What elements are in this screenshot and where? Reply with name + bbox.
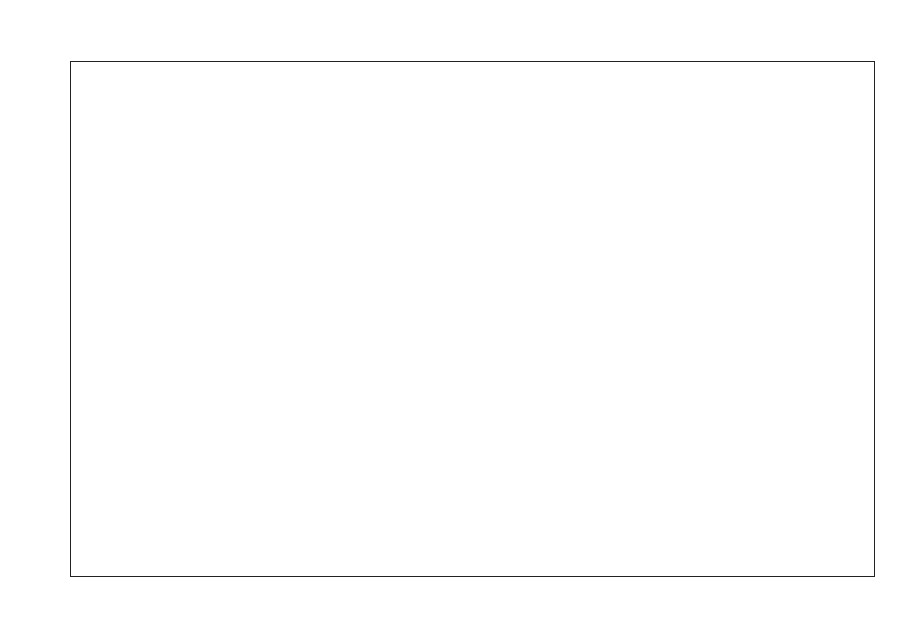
table-frame — [70, 61, 875, 577]
